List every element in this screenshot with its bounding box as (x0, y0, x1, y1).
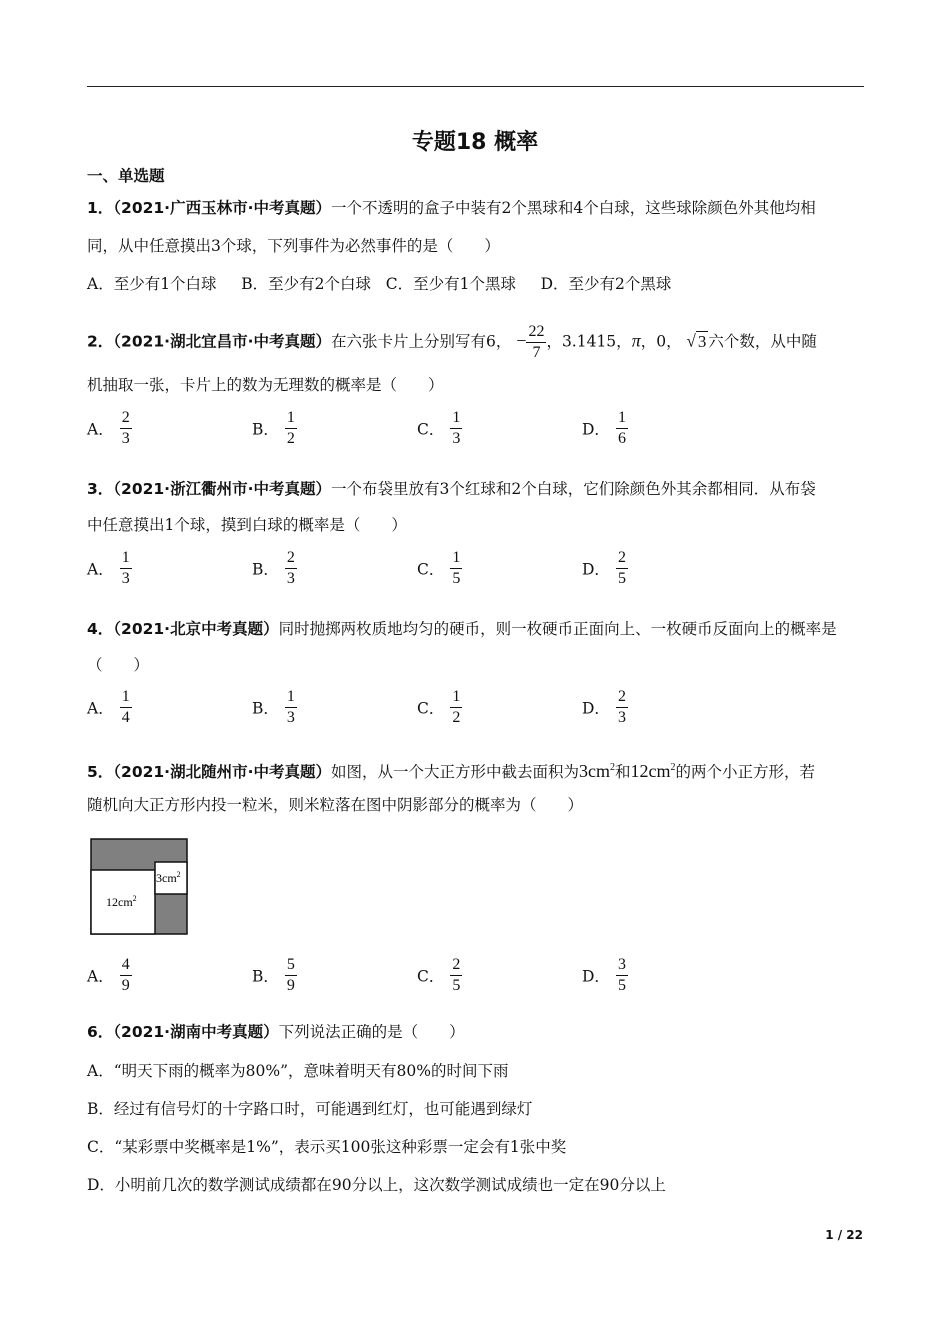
fraction (450, 955, 462, 996)
option-a (87, 548, 132, 589)
squares-figure (90, 838, 190, 936)
option-c: C．“某彩票中奖概率是1%”，表示买100张这种彩票一定会有1张中奖 (87, 1138, 567, 1156)
question-text: 下列说法正确的是（ ） (278, 1023, 465, 1041)
question-1-line-1 (87, 197, 816, 219)
option-label: A． (87, 699, 114, 718)
numerator: 1 (450, 408, 462, 429)
option-b (252, 687, 297, 728)
question-1-options (87, 273, 671, 295)
fraction (616, 687, 628, 728)
question-5-line-2: 随机向大正方形内投一粒米，则米粒落在图中阴影部分的概率为（ ） (87, 796, 584, 814)
fraction (450, 687, 462, 728)
question-number: 3． (87, 480, 114, 498)
page-title: 专题18 概率 (411, 130, 539, 155)
option-b (252, 955, 297, 996)
denominator: 3 (617, 709, 626, 726)
question-text: 的两个小正方形，若 (675, 763, 816, 781)
denominator: 2 (286, 430, 295, 447)
numerator: 2 (120, 408, 132, 429)
denominator: 5 (452, 977, 461, 994)
question-4-line-1 (87, 618, 837, 640)
question-2-line-2: 机抽取一张，卡片上的数为无理数的概率是（ ） (87, 376, 444, 394)
option-label: D． (582, 560, 610, 579)
area-value: 3cm (578, 761, 610, 781)
option-c: C．至少有1个黑球 (385, 275, 516, 293)
option-c (417, 548, 462, 589)
denominator: 3 (286, 709, 295, 726)
header-rule (87, 86, 864, 87)
question-2-line-1 (87, 322, 817, 363)
fraction (616, 548, 628, 589)
fraction (120, 548, 132, 589)
question-number: 5． (87, 763, 114, 781)
numerator: 2 (285, 548, 297, 569)
option-c (417, 955, 462, 996)
question-5-line-1 (87, 757, 815, 783)
option-c (417, 687, 462, 728)
radicand: 3 (697, 331, 707, 351)
pi-symbol: π (631, 330, 641, 351)
option-a: A．至少有1个白球 (87, 275, 217, 293)
denominator: 5 (617, 570, 626, 587)
option-label: B． (252, 420, 279, 439)
option-a (87, 408, 132, 449)
question-number: 6． (87, 1023, 114, 1041)
square-root (687, 331, 709, 351)
fraction (285, 687, 297, 728)
label-3cm: $3cm^2$ (156, 870, 181, 885)
option-label: B． (252, 967, 279, 986)
question-text: ，3.1415， (546, 332, 632, 351)
option-label: C． (417, 560, 445, 579)
question-source: （2021·湖北宜昌市·中考真题） (113, 332, 331, 351)
denominator: 9 (286, 977, 295, 994)
denominator: 9 (121, 977, 130, 994)
numerator: 2 (450, 955, 462, 976)
fraction (285, 408, 297, 449)
option-label: B． (252, 560, 279, 579)
option-b (252, 408, 297, 449)
fraction (120, 687, 132, 728)
option-d (582, 548, 628, 589)
page-number: 1 / 22 (825, 1228, 863, 1242)
numerator: 22 (526, 322, 546, 343)
option-label: C． (417, 420, 445, 439)
question-text: 同时抛掷两枚质地均匀的硬币，则一枚硬币正面向上、一枚硬币反面向上的概率是 (278, 620, 837, 638)
fraction (450, 548, 462, 589)
label-12cm: $12cm^2$ (106, 894, 137, 909)
option-d (582, 955, 628, 996)
option-label: A． (87, 420, 114, 439)
denominator: 3 (452, 430, 461, 447)
question-source: （2021·广西玉林市·中考真题） (113, 199, 331, 217)
denominator: 3 (286, 570, 295, 587)
fraction (526, 322, 546, 363)
question-source: （2021·浙江衢州市·中考真题） (113, 480, 331, 498)
question-source: （2021·湖南中考真题） (113, 1023, 279, 1041)
option-label: A． (87, 967, 114, 986)
numerator: 1 (450, 548, 462, 569)
numerator: 2 (616, 687, 628, 708)
question-4-line-2: （ ） (87, 656, 150, 674)
question-text: 一个不透明的盒子中装有2个黑球和4个白球，这些球除颜色外其他均相 (330, 199, 816, 217)
fraction (450, 408, 462, 449)
question-source: （2021·北京中考真题） (113, 620, 279, 638)
option-d: D．至少有2个黑球 (540, 275, 672, 293)
numerator: 1 (285, 408, 297, 429)
denominator: 3 (121, 570, 130, 587)
question-text: 六个数，从中随 (708, 332, 817, 351)
denominator: 2 (452, 709, 461, 726)
fraction (616, 955, 628, 996)
superscript: 2 (670, 762, 676, 773)
question-text: 在六张卡片上分别写有6， (330, 332, 512, 351)
question-source: （2021·湖北随州市·中考真题） (113, 763, 331, 781)
fraction (285, 548, 297, 589)
option-b: B．经过有信号灯的十字路口时，可能遇到红灯，也可能遇到绿灯 (87, 1100, 533, 1118)
denominator: 5 (617, 977, 626, 994)
option-d (582, 687, 628, 728)
option-b (252, 548, 297, 589)
question-text: 和 (614, 763, 631, 781)
option-a: A．“明天下雨的概率为80%”，意味着明天有80%的时间下雨 (87, 1062, 509, 1080)
denominator: 4 (121, 709, 130, 726)
superscript: 2 (609, 762, 615, 773)
option-d: D．小明前几次的数学测试成绩都在90分以上，这次数学测试成绩也一定在90分以上 (87, 1176, 666, 1194)
numerator: 2 (616, 548, 628, 569)
option-c (417, 408, 462, 449)
option-b: B．至少有2个白球 (241, 275, 371, 293)
numerator: 1 (120, 687, 132, 708)
fraction (616, 408, 628, 449)
minus-sign: − (516, 330, 527, 351)
option-label: D． (582, 699, 610, 718)
fraction (120, 955, 132, 996)
numerator: 4 (120, 955, 132, 976)
option-label: B． (252, 699, 279, 718)
option-a (87, 955, 132, 996)
denominator: 6 (617, 430, 626, 447)
area-value: 12cm (630, 761, 671, 781)
area-2 (631, 761, 676, 781)
numerator: 1 (120, 548, 132, 569)
question-text: 一个布袋里放有3个红球和2个白球，它们除颜色外其余都相同．从布袋 (330, 480, 816, 498)
numerator: 5 (285, 955, 297, 976)
denominator: 7 (532, 344, 541, 361)
numerator: 3 (616, 955, 628, 976)
option-a (87, 687, 132, 728)
question-number: 4． (87, 620, 114, 638)
question-text: 如图，从一个大正方形中截去面积为 (330, 763, 579, 781)
area-1 (579, 761, 615, 781)
fraction (285, 955, 297, 996)
question-3-line-1 (87, 478, 816, 500)
question-3-line-2: 中任意摸出1个球，摸到白球的概率是（ ） (87, 516, 407, 534)
numerator: 1 (285, 687, 297, 708)
numerator: 1 (616, 408, 628, 429)
option-label: D． (582, 420, 610, 439)
denominator: 3 (121, 430, 130, 447)
numerator: 1 (450, 687, 462, 708)
option-label: C． (417, 967, 445, 986)
section-heading: 一、单选题 (87, 167, 165, 185)
radical-sign: √ (686, 331, 696, 351)
option-d (582, 408, 628, 449)
fraction (120, 408, 132, 449)
question-1-line-2: 同，从中任意摸出3个球，下列事件为必然事件的是（ ） (87, 237, 500, 255)
denominator: 5 (452, 570, 461, 587)
question-6-line-1 (87, 1021, 465, 1043)
option-label: A． (87, 560, 114, 579)
option-label: C． (417, 699, 445, 718)
question-number: 1． (87, 199, 114, 217)
question-text: ，0， (640, 332, 682, 351)
option-label: D． (582, 967, 610, 986)
question-number: 2． (87, 332, 114, 351)
